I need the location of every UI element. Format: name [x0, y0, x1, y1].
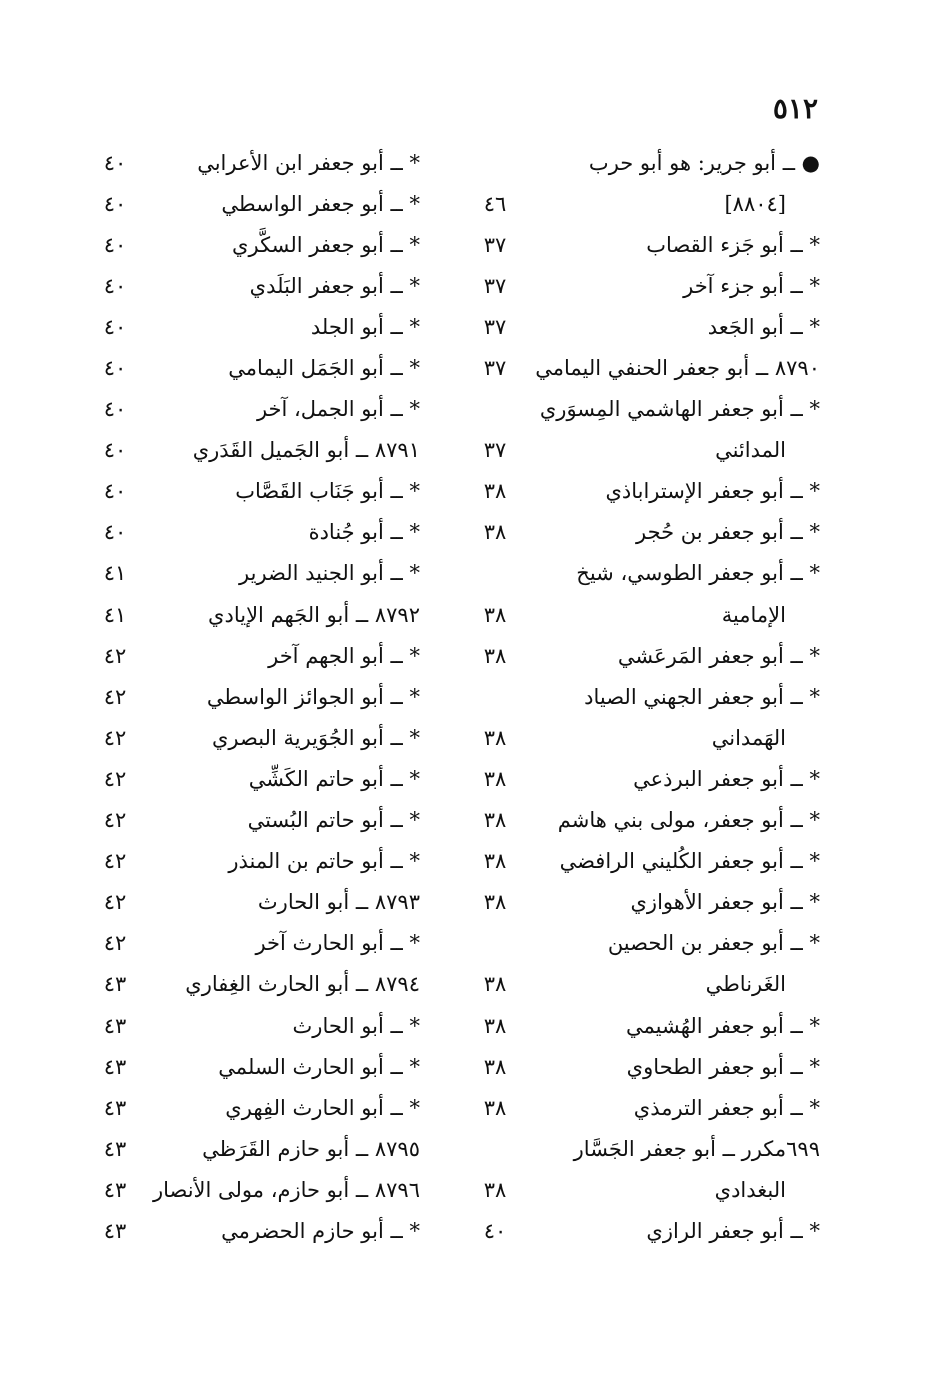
page-ref: ٤٢ [103, 725, 127, 750]
entry-text: ٨٧٩٤ ــ أبو الحارث الغِفاري [185, 972, 420, 997]
index-entry [470, 923, 820, 964]
entry-text: * ــ أبو جعفر الرازي [646, 1218, 820, 1243]
index-entry [470, 183, 820, 224]
index-entry [470, 841, 820, 882]
index-entry [470, 758, 820, 799]
page-ref: ٤٢ [103, 684, 127, 709]
index-entry [470, 553, 820, 594]
index-entry [90, 717, 420, 758]
page-ref: ٤٢ [103, 931, 127, 956]
index-entry [90, 430, 420, 471]
index-entry [470, 1087, 820, 1128]
index-entry [90, 676, 420, 717]
index-entry [470, 389, 820, 430]
index-entry [470, 430, 820, 471]
entry-text: * ــ أبو الحارث آخر [255, 931, 420, 956]
entry-text: الغَرناطي [705, 972, 786, 997]
index-entry [470, 1005, 820, 1046]
page-ref: ٤٢ [103, 808, 127, 833]
page-ref: ٤٠ [103, 150, 127, 175]
entry-text: * ــ أبو جَزء القصاب [646, 232, 820, 257]
index-entry [470, 594, 820, 635]
index-entry [90, 471, 420, 512]
entry-text: * ــ أبو جعفر ابن الأعرابي [197, 150, 420, 175]
index-entry [90, 1128, 420, 1169]
entry-text: * ــ أبو جعفر، مولى بني هاشم [557, 808, 820, 833]
page-ref: ٤٠ [483, 1218, 507, 1243]
index-entry [470, 964, 820, 1005]
page-ref: ٣٨ [483, 890, 507, 915]
page-ref: ٣٨ [483, 1095, 507, 1120]
page-ref: ٣٨ [483, 766, 507, 791]
index-entry [470, 1169, 820, 1210]
entry-text: * ــ أبو جعفر الهُشيمي [626, 1013, 820, 1038]
entry-text: البغدادي [714, 1177, 786, 1202]
entry-text: * ــ أبو جزء آخر [683, 273, 820, 298]
index-entry [90, 635, 420, 676]
entry-text: * ــ أبو جعفر البرذعي [633, 766, 820, 791]
entry-text: * ــ أبو حاتم بن المنذر [228, 849, 420, 874]
index-entry [470, 306, 820, 347]
page-ref: ٣٧ [483, 232, 507, 257]
page-ref: ٤٠ [103, 191, 127, 216]
entry-text: * ــ أبو جعفر الإستراباذي [605, 479, 820, 504]
entry-text: * ــ أبو الحارث السلمي [218, 1054, 420, 1079]
index-entry [90, 758, 420, 799]
entry-text: * ــ أبو الجنيد الضرير [239, 561, 420, 586]
index-entry [470, 800, 820, 841]
page-ref: ٣٧ [483, 273, 507, 298]
index-entry [470, 882, 820, 923]
page-ref: ٣٨ [483, 1013, 507, 1038]
page-ref: ٤٣ [103, 1218, 127, 1243]
index-entry [470, 512, 820, 553]
page-ref: ٤٢ [103, 890, 127, 915]
index-entry [90, 1087, 420, 1128]
page-ref: ٤٠ [103, 356, 127, 381]
entry-text: * ــ أبو الجُوَيرية البصري [211, 725, 420, 750]
page-ref: ٣٧ [483, 356, 507, 381]
page-ref: ٣٨ [483, 849, 507, 874]
entry-text: الإمامية [721, 602, 786, 627]
entry-text: ٨٧٩٦ ــ أبو حازم، مولى الأنصار [152, 1177, 420, 1202]
page-ref: ٤١ [103, 602, 127, 627]
index-entry [90, 306, 420, 347]
index-entry [90, 553, 420, 594]
entry-text: * ــ أبو الحارث الفِهري [225, 1095, 420, 1120]
entry-text: * ــ أبو حاتم البُستي [247, 808, 420, 833]
index-entry [470, 635, 820, 676]
page-ref: ٤٦ [483, 191, 507, 216]
entry-text: ٨٧٩٥ ــ أبو حازم القَرَظي [202, 1136, 420, 1161]
index-entry [470, 471, 820, 512]
entry-text: * ــ أبو جعفر السكَّري [232, 232, 420, 257]
entry-text: * ــ أبو الحارث [292, 1013, 420, 1038]
index-entry [90, 964, 420, 1005]
index-entry [90, 1005, 420, 1046]
page-ref: ٤٣ [103, 1095, 127, 1120]
entry-text: ٨٧٩٣ ــ أبو الحارث [257, 890, 420, 915]
page-ref: ٣٨ [483, 808, 507, 833]
page-ref: ٤٣ [103, 1054, 127, 1079]
index-entry [470, 347, 820, 388]
page-ref: ٣٨ [483, 602, 507, 627]
entry-text: * ــ أبو جعفر الطحاوي [626, 1054, 820, 1079]
entry-text: [٨٨٠٤] [724, 191, 786, 216]
index-entry [90, 224, 420, 265]
page-ref: ٤٣ [103, 1013, 127, 1038]
index-column-right [470, 142, 820, 1252]
entry-text: * ــ أبو جعفر البَلَدي [249, 273, 420, 298]
entry-text: ٨٧٩٢ ــ أبو الجَهم الإيادي [208, 602, 420, 627]
index-entry [470, 1210, 820, 1251]
index-entry [90, 142, 420, 183]
index-entry [90, 183, 420, 224]
index-entry [90, 265, 420, 306]
entry-text: المدائني [715, 438, 786, 463]
page-ref: ٤٠ [103, 479, 127, 504]
entry-text: * ــ أبو جعفر الطوسي، شيخ [576, 561, 820, 586]
page-ref: ٣٧ [483, 314, 507, 339]
page-ref: ٣٨ [483, 479, 507, 504]
index-entry [90, 389, 420, 430]
entry-text: * ــ أبو الجوائز الواسطي [206, 684, 420, 709]
index-entry [90, 841, 420, 882]
entry-text: ٨٧٩١ ــ أبو الجَميل القَدَري [192, 438, 420, 463]
index-entry [470, 1128, 820, 1169]
page-ref: ٤٠ [103, 520, 127, 545]
page-ref: ٤٠ [103, 397, 127, 422]
entry-text: * ــ أبو جعفر الجهني الصياد [584, 684, 820, 709]
page-ref: ٤٣ [103, 972, 127, 997]
entry-text: * ــ أبو الجَمَل اليمامي [228, 356, 420, 381]
page-ref: ٤٢ [103, 849, 127, 874]
page-number: ٥١٢ [772, 92, 818, 125]
page-ref: ٣٨ [483, 643, 507, 668]
page-ref: ٣٨ [483, 1177, 507, 1202]
entry-text: * ــ أبو الجمل، آخر [256, 397, 420, 422]
index-entry [90, 882, 420, 923]
page-ref: ٣٨ [483, 972, 507, 997]
entry-text: * ــ أبو جعفر بن الحصين [607, 931, 820, 956]
page-ref: ٤٢ [103, 766, 127, 791]
entry-text: * ــ أبو جعفر بن حُجر [636, 520, 820, 545]
page-ref: ٣٨ [483, 725, 507, 750]
entry-text: * ــ أبو جعفر الهاشمي المِسوَري [539, 397, 820, 422]
entry-text: * ــ أبو جعفر الترمذي [633, 1095, 820, 1120]
entry-text: * ــ أبو جُنادة [308, 520, 420, 545]
entry-text: * ــ أبو جعفر المَرعَشي [617, 643, 820, 668]
index-entry [90, 347, 420, 388]
index-entry [90, 594, 420, 635]
index-entry [90, 1046, 420, 1087]
entry-text: * ــ أبو جعفر الأهوازي [630, 890, 820, 915]
index-entry [90, 923, 420, 964]
page-ref: ٤٠ [103, 273, 127, 298]
index-entry [470, 676, 820, 717]
entry-text: * ــ أبو الجلد [310, 314, 420, 339]
page-ref: ٣٨ [483, 1054, 507, 1079]
entry-text: * ــ أبو جَنَاب القَصَّاب [235, 479, 420, 504]
entry-text: * ــ أبو حاتم الكَشِّي [248, 766, 420, 791]
index-entry [90, 800, 420, 841]
index-entry [90, 1210, 420, 1251]
page-ref: ٤٣ [103, 1136, 127, 1161]
index-entry [470, 717, 820, 758]
entry-text: ٦٩٩مكرر ــ أبو جعفر الجَسَّار [573, 1136, 820, 1161]
page-ref: ٤١ [103, 561, 127, 586]
entry-text: * ــ أبو جعفر الكُليني الرافضي [559, 849, 820, 874]
entry-text: ٨٧٩٠ ــ أبو جعفر الحنفي اليمامي [535, 356, 820, 381]
index-entry [470, 1046, 820, 1087]
page-ref: ٤٠ [103, 314, 127, 339]
page-ref: ٤٢ [103, 643, 127, 668]
entry-text: * ــ أبو الجهم آخر [268, 643, 420, 668]
page-ref: ٤٠ [103, 232, 127, 257]
index-entry [90, 1169, 420, 1210]
index-entry [470, 265, 820, 306]
page-ref: ٤٠ [103, 438, 127, 463]
page-ref: ٣٧ [483, 438, 507, 463]
entry-text: الهَمداني [711, 725, 786, 750]
index-entry [470, 224, 820, 265]
page-ref: ٣٨ [483, 520, 507, 545]
entry-text: * ــ أبو جعفر الواسطي [221, 191, 420, 216]
page-ref: ٤٣ [103, 1177, 127, 1202]
entry-text: * ــ أبو حازم الحضرمي [221, 1218, 420, 1243]
entry-text: ● ــ أبو جرير: هو أبو حرب [588, 150, 820, 175]
index-entry [90, 512, 420, 553]
index-entry [470, 142, 820, 183]
index-column-left [90, 142, 420, 1252]
entry-text: * ــ أبو الجَعد [707, 314, 820, 339]
